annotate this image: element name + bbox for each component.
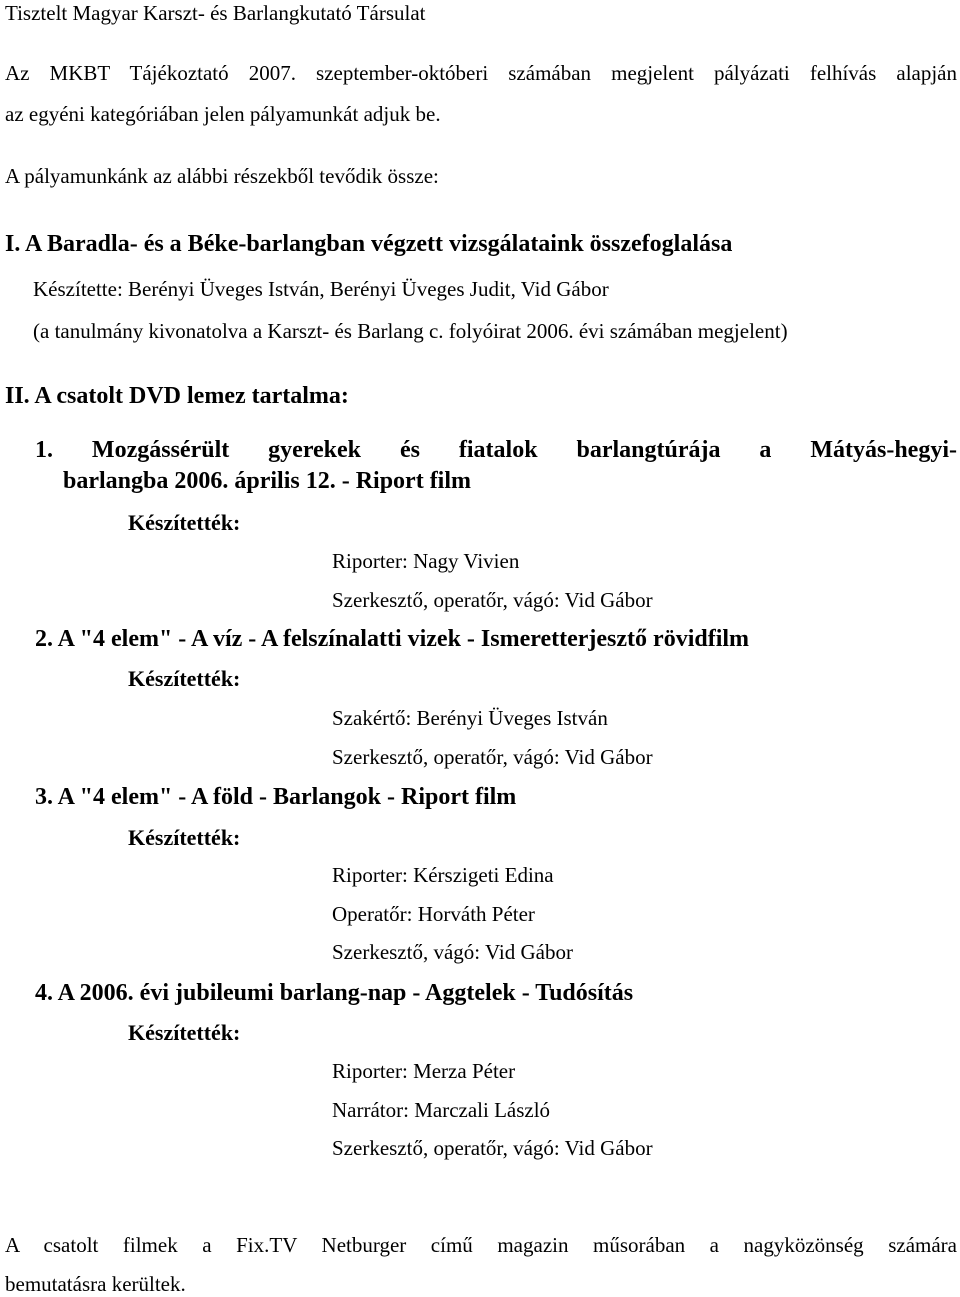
dvd-item-2-title: 2. A "4 elem" - A víz - A felszínalatti vizek - Ismeretterjesztő rövidfilm	[35, 626, 750, 652]
closing-line-1: A csatolt filmek a Fix.TV Netburger című magazin műsorában a nagyközönség számára	[5, 1233, 957, 1257]
intro-line-1: Az MKBT Tájékoztató 2007. szeptember-októberi számában megjelent pályázati felhívás alapján	[5, 61, 957, 85]
intro-line-3: A pályamunkánk az alábbi részekből tevődik össze:	[5, 164, 439, 188]
salutation: Tisztelt Magyar Karszt- és Barlangkutató Társulat	[5, 1, 426, 25]
dvd-item-4-title: 4. A 2006. évi jubileumi barlang-nap - Aggtelek - Tudósítás	[35, 980, 634, 1006]
dvd-item-3-title: 3. A "4 elem" - A föld - Barlangok - Riport film	[35, 784, 517, 810]
section-2-title: II. A csatolt DVD lemez tartalma:	[5, 383, 349, 409]
dvd-item-3-credit: Riporter: Kérszigeti Edina	[332, 863, 554, 887]
dvd-item-2-made-by: Készítették:	[128, 666, 241, 691]
dvd-item-4-credit: Szerkesztő, operatőr, vágó: Vid Gábor	[332, 1136, 653, 1160]
section-1-title: I. A Baradla- és a Béke-barlangban végzett vizsgálataink összefoglalása	[5, 231, 733, 257]
closing-line-2: bemutatásra kerültek.	[5, 1272, 186, 1296]
dvd-item-1-title-cont: barlangba 2006. április 12. - Riport film	[63, 468, 472, 494]
dvd-item-4-credit: Narrátor: Marczali László	[332, 1098, 551, 1122]
dvd-item-2-credit: Szakértő: Berényi Üveges István	[332, 706, 608, 730]
dvd-item-1-made-by: Készítették:	[128, 510, 241, 535]
dvd-item-1-credit: Riporter: Nagy Vivien	[332, 549, 520, 573]
dvd-item-1-title: 1. Mozgássérült gyerekek és fiatalok barlangtúrája a Mátyás-hegyi-	[35, 437, 957, 463]
dvd-item-2-credit: Szerkesztő, operatőr, vágó: Vid Gábor	[332, 745, 653, 769]
dvd-item-3-made-by: Készítették:	[128, 825, 241, 850]
dvd-item-4-made-by: Készítették:	[128, 1020, 241, 1045]
section-1-note: (a tanulmány kivonatolva a Karszt- és Barlang c. folyóirat 2006. évi számában megjelent)	[33, 319, 788, 343]
dvd-item-3-credit: Operatőr: Horváth Péter	[332, 902, 535, 926]
intro-line-2: az egyéni kategóriában jelen pályamunkát adjuk be.	[5, 102, 441, 126]
dvd-item-1-credit: Szerkesztő, operatőr, vágó: Vid Gábor	[332, 588, 653, 612]
dvd-item-3-credit: Szerkesztő, vágó: Vid Gábor	[332, 940, 573, 964]
dvd-item-4-credit: Riporter: Merza Péter	[332, 1059, 516, 1083]
section-1-authors: Készítette: Berényi Üveges István, Berényi Üveges Judit, Vid Gábor	[33, 277, 609, 301]
